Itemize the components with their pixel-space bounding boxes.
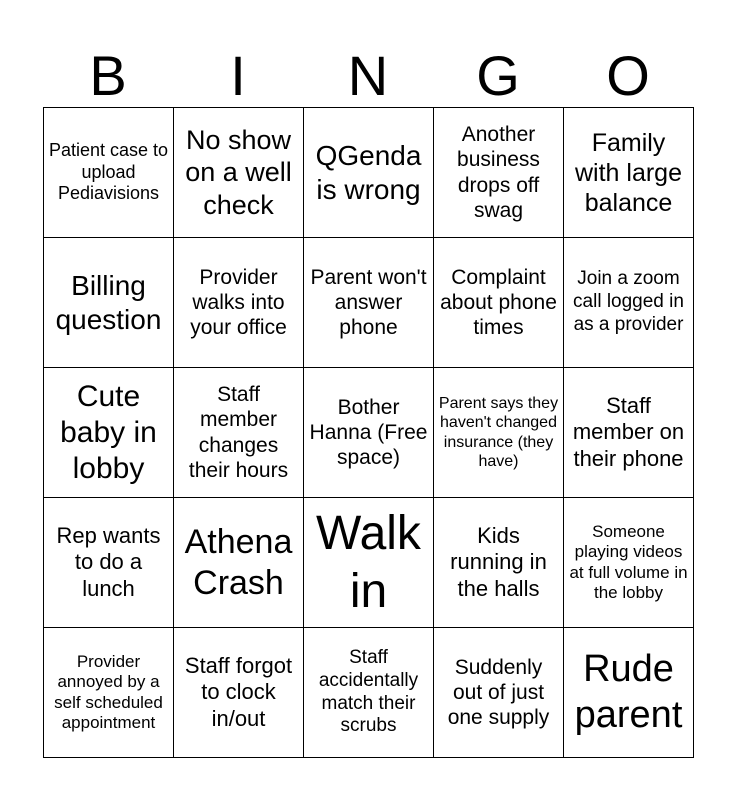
bingo-cell[interactable] (304, 628, 434, 758)
bingo-cell[interactable] (564, 238, 694, 368)
bingo-cell-text: Suddenly out of just one supply (447, 655, 550, 730)
bingo-cell[interactable] (304, 108, 434, 238)
bingo-cell[interactable] (434, 628, 564, 758)
bingo-card-grid (43, 107, 694, 758)
bingo-cell[interactable] (44, 108, 174, 238)
bingo-cell-text: Billing question (55, 269, 162, 335)
bingo-cell[interactable] (434, 108, 564, 238)
bingo-cell[interactable] (564, 498, 694, 628)
bingo-cell-text: Parent won't answer phone (310, 265, 427, 340)
bingo-header (43, 44, 693, 108)
bingo-cell[interactable] (44, 238, 174, 368)
bingo-cell-text: Parent says they haven't changed insurance (they have) (438, 395, 559, 470)
bingo-cell[interactable] (304, 368, 434, 498)
header-letter-o: O (606, 44, 650, 107)
bingo-cell[interactable] (174, 238, 304, 368)
header-letter-g: G (476, 44, 520, 107)
bingo-cell[interactable] (434, 238, 564, 368)
bingo-cell-text: Staff forgot to clock in/out (184, 652, 293, 731)
bingo-cell-text: Athena Crash (184, 522, 293, 602)
bingo-cell-text: Bother Hanna (Free space) (309, 395, 428, 470)
bingo-cell-text: Staff accidentally match their scrubs (318, 646, 419, 737)
bingo-cell[interactable] (564, 628, 694, 758)
bingo-cell-text: Staff member changes their hours (188, 383, 289, 482)
bingo-cell-text: QGenda is wrong (315, 139, 422, 205)
bingo-cell-text: Walk in (316, 506, 421, 618)
bingo-cell-text: No show on a well check (185, 124, 292, 220)
bingo-cell[interactable] (174, 628, 304, 758)
bingo-cell-text: Provider walks into your office (190, 265, 287, 340)
header-letter-b: B (89, 44, 127, 107)
bingo-cell[interactable] (44, 628, 174, 758)
header-letter-n: N (347, 44, 389, 107)
bingo-cell-text: Someone playing videos at full volume in the lobby (569, 521, 688, 602)
bingo-cell-text: Patient case to upload Pediavisions (48, 140, 169, 204)
bingo-cell[interactable] (434, 368, 564, 498)
bingo-cell[interactable] (174, 498, 304, 628)
bingo-cell-text: Join a zoom call logged in as a provider (573, 268, 684, 335)
bingo-cell[interactable] (434, 498, 564, 628)
header-letter-i: I (230, 44, 246, 107)
bingo-cell[interactable] (304, 498, 434, 628)
bingo-cell[interactable] (44, 498, 174, 628)
bingo-cell[interactable] (564, 368, 694, 498)
bingo-cell-text: Rude parent (574, 647, 683, 736)
bingo-cell[interactable] (304, 238, 434, 368)
bingo-cell[interactable] (174, 368, 304, 498)
bingo-cell-text: Family with large balance (575, 128, 682, 217)
bingo-cell-text: Rep wants to do a lunch (56, 522, 161, 601)
bingo-cell[interactable] (44, 368, 174, 498)
bingo-cell-text: Complaint about phone times (440, 265, 557, 340)
bingo-cell-text: Staff member on their phone (572, 392, 685, 471)
bingo-cell-text: Another business drops off swag (457, 123, 540, 222)
bingo-cell[interactable] (174, 108, 304, 238)
bingo-cell[interactable] (564, 108, 694, 238)
bingo-cell-text: Provider annoyed by a self scheduled appointment (54, 651, 163, 732)
bingo-cell-text: Kids running in the halls (450, 522, 547, 601)
bingo-cell-text: Cute baby in lobby (60, 379, 157, 485)
